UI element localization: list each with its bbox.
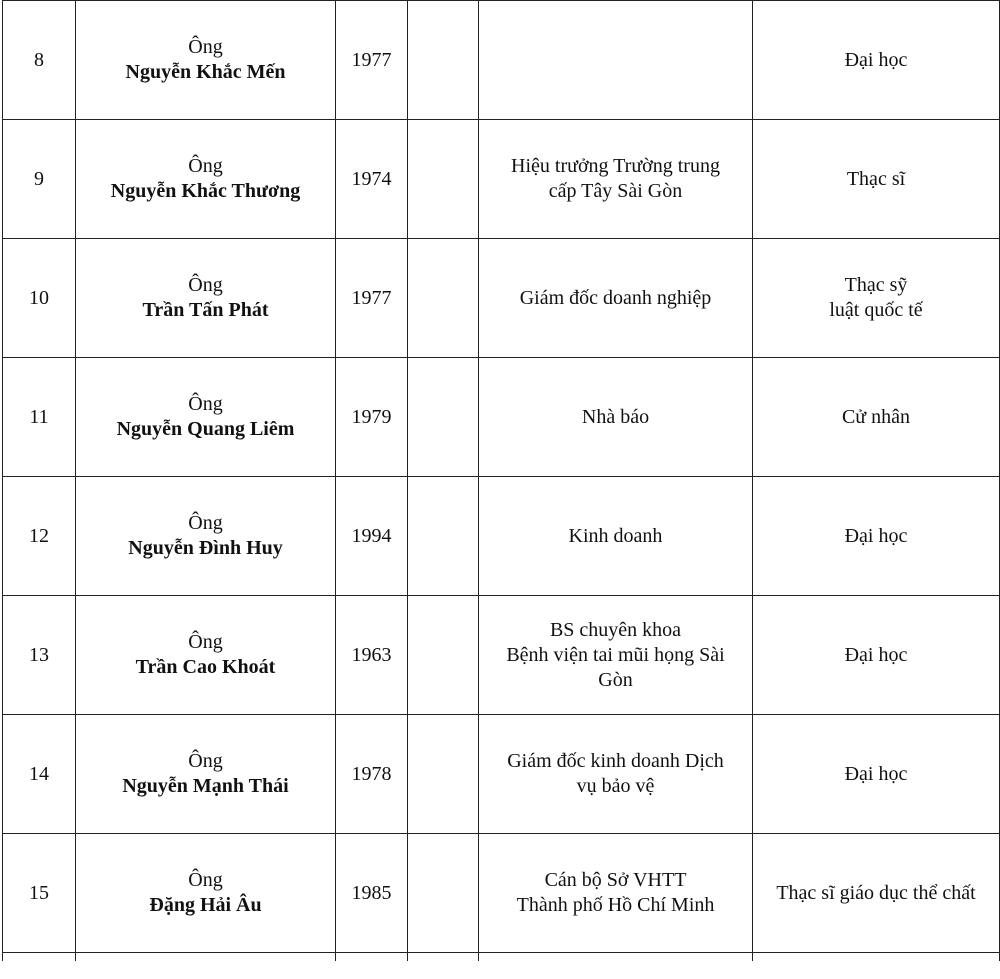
row-number: 15: [3, 834, 76, 953]
occupation: [479, 1, 753, 120]
row-number: 9: [3, 120, 76, 239]
person-cell: [76, 596, 336, 715]
person-name: Nguyễn Đình Huy: [128, 537, 283, 559]
occupation: Cán bộ Sở VHTT Thành phố Hồ Chí Minh: [479, 834, 753, 953]
education: Đại học: [753, 1, 1000, 120]
birth-year: 1963: [336, 596, 408, 715]
empty-cell: [408, 239, 479, 358]
honorific: Ông: [188, 36, 223, 58]
row-number: 11: [3, 358, 76, 477]
occupation: Kinh doanh: [479, 477, 753, 596]
empty-cell: [408, 715, 479, 834]
education: Đại học: [753, 596, 1000, 715]
empty-cell: [408, 477, 479, 596]
education: Cử nhân: [753, 358, 1000, 477]
honorific: Ông: [188, 631, 223, 653]
education: Thạc sĩ: [753, 120, 1000, 239]
candidate-table: [2, 0, 1000, 961]
table-row: [3, 715, 1000, 834]
birth-year: 1985: [336, 834, 408, 953]
row-number: 8: [3, 1, 76, 120]
person-cell: [76, 477, 336, 596]
honorific: Ông: [188, 869, 223, 891]
empty-cell: [3, 953, 76, 961]
person-cell: [76, 239, 336, 358]
honorific: Ông: [188, 274, 223, 296]
honorific: Ông: [188, 512, 223, 534]
birth-year: 1978: [336, 715, 408, 834]
occupation: Giám đốc doanh nghiệp: [479, 239, 753, 358]
table-row: [3, 358, 1000, 477]
empty-cell: [479, 953, 753, 961]
empty-cell: [753, 953, 1000, 961]
empty-cell: [336, 953, 408, 961]
table-row: [3, 1, 1000, 120]
table-row: [3, 120, 1000, 239]
row-number: 14: [3, 715, 76, 834]
empty-cell: [408, 120, 479, 239]
education: Đại học: [753, 715, 1000, 834]
person-cell: [76, 120, 336, 239]
empty-cell: [408, 596, 479, 715]
table-row: [3, 239, 1000, 358]
birth-year: 1977: [336, 1, 408, 120]
table-row: [3, 834, 1000, 953]
table-row-cut-off: [3, 953, 1000, 961]
person-cell: [76, 1, 336, 120]
occupation: Nhà báo: [479, 358, 753, 477]
empty-cell: [76, 953, 336, 961]
empty-cell: [408, 1, 479, 120]
honorific: Ông: [188, 155, 223, 177]
birth-year: 1979: [336, 358, 408, 477]
table-row: [3, 596, 1000, 715]
education: Thạc sĩ giáo dục thể chất: [753, 834, 1000, 953]
education: Đại học: [753, 477, 1000, 596]
person-name: Trần Cao Khoát: [135, 656, 276, 678]
honorific: Ông: [188, 393, 223, 415]
person-cell: [76, 715, 336, 834]
person-name: Trần Tấn Phát: [142, 299, 269, 321]
birth-year: 1974: [336, 120, 408, 239]
honorific: Ông: [188, 750, 223, 772]
row-number: 12: [3, 477, 76, 596]
education: Thạc sỹ luật quốc tế: [753, 239, 1000, 358]
person-name: Nguyễn Khắc Mến: [125, 61, 286, 83]
occupation: Giám đốc kinh doanh Dịch vụ bảo vệ: [479, 715, 753, 834]
empty-cell: [408, 953, 479, 961]
birth-year: 1994: [336, 477, 408, 596]
empty-cell: [408, 358, 479, 477]
person-cell: [76, 358, 336, 477]
table-row: [3, 477, 1000, 596]
birth-year: 1977: [336, 239, 408, 358]
person-name: Nguyễn Mạnh Thái: [122, 775, 289, 797]
occupation: Hiệu trưởng Trường trung cấp Tây Sài Gòn: [479, 120, 753, 239]
empty-cell: [408, 834, 479, 953]
person-name: Nguyễn Quang Liêm: [116, 418, 295, 440]
person-name: Đặng Hải Âu: [149, 894, 262, 916]
person-cell: [76, 834, 336, 953]
occupation: BS chuyên khoa Bệnh viện tai mũi họng Sài Gòn: [479, 596, 753, 715]
row-number: 13: [3, 596, 76, 715]
person-name: Nguyễn Khắc Thương: [110, 180, 301, 202]
row-number: 10: [3, 239, 76, 358]
